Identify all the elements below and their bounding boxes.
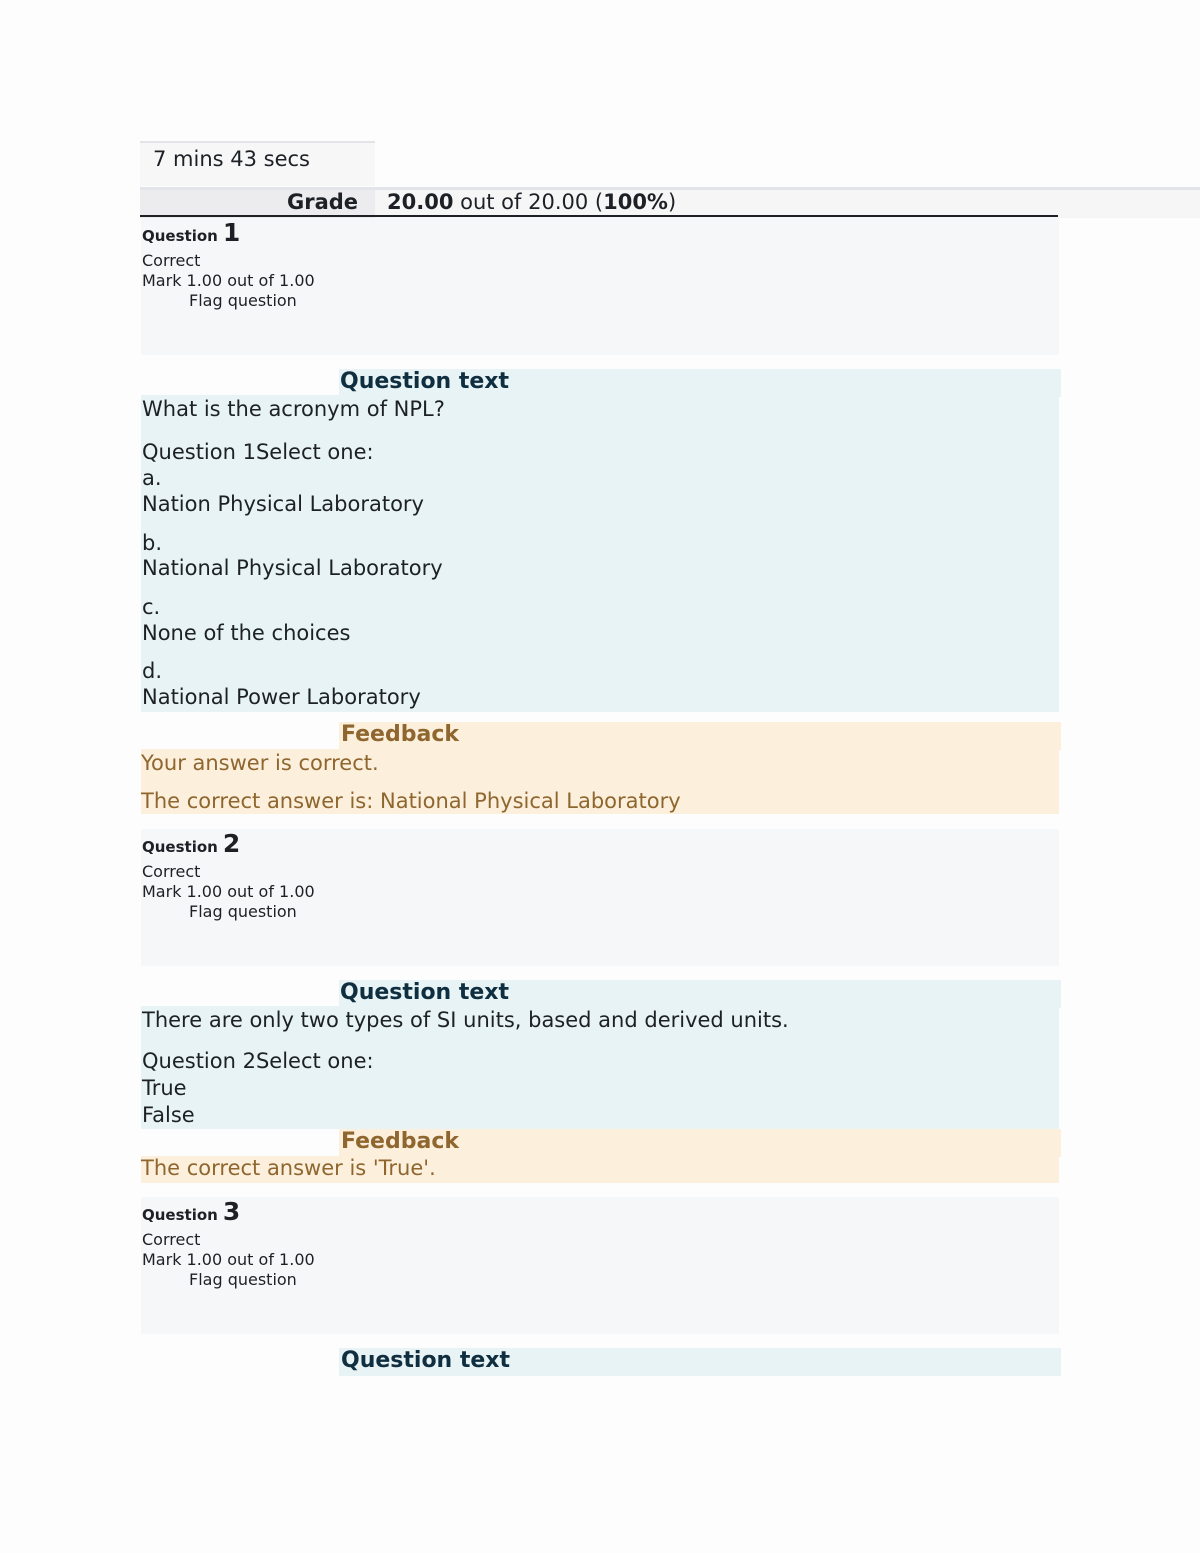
option-a[interactable]: Nation Physical Laboratory [142, 492, 424, 516]
question-1-text-heading-band [339, 369, 1061, 397]
question-1-heading [142, 218, 240, 247]
option-c-letter: c. [142, 595, 161, 619]
question-number: 3 [222, 1197, 241, 1226]
time-taken-value: 7 mins 43 secs [153, 147, 310, 171]
question-number: 1 [222, 218, 241, 247]
question-3-info [141, 1197, 1059, 1334]
option-a-letter: a. [142, 466, 162, 490]
question-2-feedback-heading-band [339, 1129, 1061, 1157]
question-2-flag-link[interactable]: Flag question [189, 902, 297, 921]
question-1-text: What is the acronym of NPL? [142, 397, 445, 421]
question-1-formulation [141, 369, 1059, 712]
question-3-text-heading-band [339, 1348, 1061, 1376]
grade-score: 20.00 [387, 190, 454, 214]
question-1-info [141, 218, 1059, 355]
grade-out-of: out of 20.00 ( [453, 190, 604, 214]
question-3-flag-link[interactable]: Flag question [189, 1270, 297, 1289]
question-1-feedback [141, 722, 1059, 814]
question-text-heading: Question text [340, 369, 510, 394]
option-c[interactable]: None of the choices [142, 621, 351, 645]
time-taken-cell [140, 141, 375, 186]
question-1-feedback-heading-band [339, 722, 1061, 750]
grade-percent: 100% [603, 190, 668, 214]
grade-value [387, 190, 676, 214]
feedback-correct-answer: The correct answer is: National Physical Laboratory [141, 789, 681, 813]
question-3-state: Correct [142, 1230, 201, 1249]
question-2-state: Correct [142, 862, 201, 881]
question-1-mark: Mark 1.00 out of 1.00 [142, 271, 315, 290]
question-2-feedback [141, 1129, 1059, 1183]
option-d[interactable]: National Power Laboratory [142, 685, 421, 709]
question-2-heading [142, 829, 240, 858]
grade-close: ) [667, 190, 677, 214]
question-label: Question [142, 838, 218, 856]
question-2-text-heading-band [339, 980, 1061, 1008]
question-label: Question [142, 1206, 218, 1224]
question-2-prompt: Question 2Select one: [142, 1049, 374, 1073]
option-b-letter: b. [142, 531, 163, 555]
question-2-mark: Mark 1.00 out of 1.00 [142, 882, 315, 901]
feedback-correct-answer: The correct answer is 'True'. [141, 1156, 436, 1180]
feedback-message: Your answer is correct. [141, 751, 379, 775]
question-1-flag-link[interactable]: Flag question [189, 291, 297, 310]
question-3-heading [142, 1197, 240, 1226]
grade-label: Grade [287, 190, 359, 214]
summary-divider [140, 215, 1058, 217]
question-number: 2 [222, 829, 241, 858]
question-2-formulation [141, 980, 1059, 1129]
option-d-letter: d. [142, 659, 163, 683]
question-2-text: There are only two types of SI units, based and derived units. [142, 1008, 789, 1032]
feedback-heading: Feedback [341, 722, 459, 747]
question-1-state: Correct [142, 251, 201, 270]
option-true[interactable]: True [142, 1076, 187, 1100]
question-3-mark: Mark 1.00 out of 1.00 [142, 1250, 315, 1269]
question-text-heading: Question text [341, 1348, 511, 1373]
question-1-prompt: Question 1Select one: [142, 440, 374, 464]
option-b[interactable]: National Physical Laboratory [142, 556, 443, 580]
question-label: Question [142, 227, 218, 245]
option-false[interactable]: False [142, 1103, 195, 1127]
feedback-heading: Feedback [341, 1129, 459, 1154]
question-2-info [141, 829, 1059, 966]
question-text-heading: Question text [340, 980, 510, 1005]
